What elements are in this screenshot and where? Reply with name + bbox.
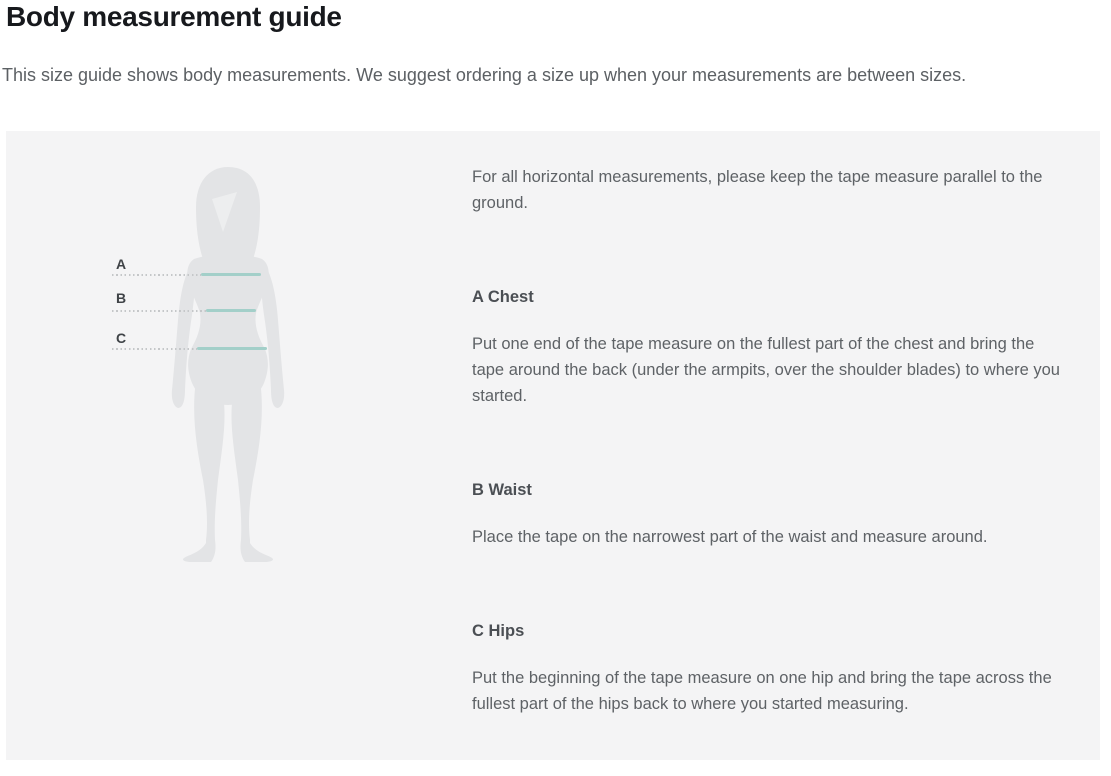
section-body-waist: Place the tape on the narrowest part of the waist and measure around. [472, 528, 988, 546]
section-heading-waist: B Waist [472, 481, 532, 499]
marker-chest-dotted-line [112, 274, 201, 276]
page-title: Body measurement guide [6, 1, 342, 32]
section-body-hips: Put the beginning of the tape measure on one hip and bring the tape across the fullest part of the hips back to where you started measuring. [472, 669, 1052, 713]
page-subtitle: This size guide shows body measurements. We suggest ordering a size up when your measurements are between sizes. [2, 65, 967, 85]
section-body-chest: Put one end of the tape measure on the fullest part of the chest and bring the tape around the back (under the armpits, over the shoulder blades) to where you started. [472, 335, 1060, 405]
body-diagram [110, 155, 330, 565]
section-heading-chest: A Chest [472, 288, 534, 306]
marker-waist-tape-line [206, 309, 256, 312]
female-body-silhouette [110, 155, 330, 565]
marker-waist-label: B [116, 290, 127, 306]
marker-hips-dotted-line [112, 348, 197, 350]
marker-hips-tape-line [197, 347, 267, 350]
section-heading-hips: C Hips [472, 622, 525, 640]
instructions-column [472, 164, 1070, 717]
intro-text: For all horizontal measurements, please keep the tape measure parallel to the ground. [472, 168, 1043, 212]
marker-chest-label: A [116, 256, 127, 272]
marker-waist-dotted-line [112, 310, 206, 312]
marker-hips-label: C [116, 330, 127, 346]
measurement-guide-panel [6, 131, 1100, 760]
marker-chest-tape-line [201, 273, 261, 276]
